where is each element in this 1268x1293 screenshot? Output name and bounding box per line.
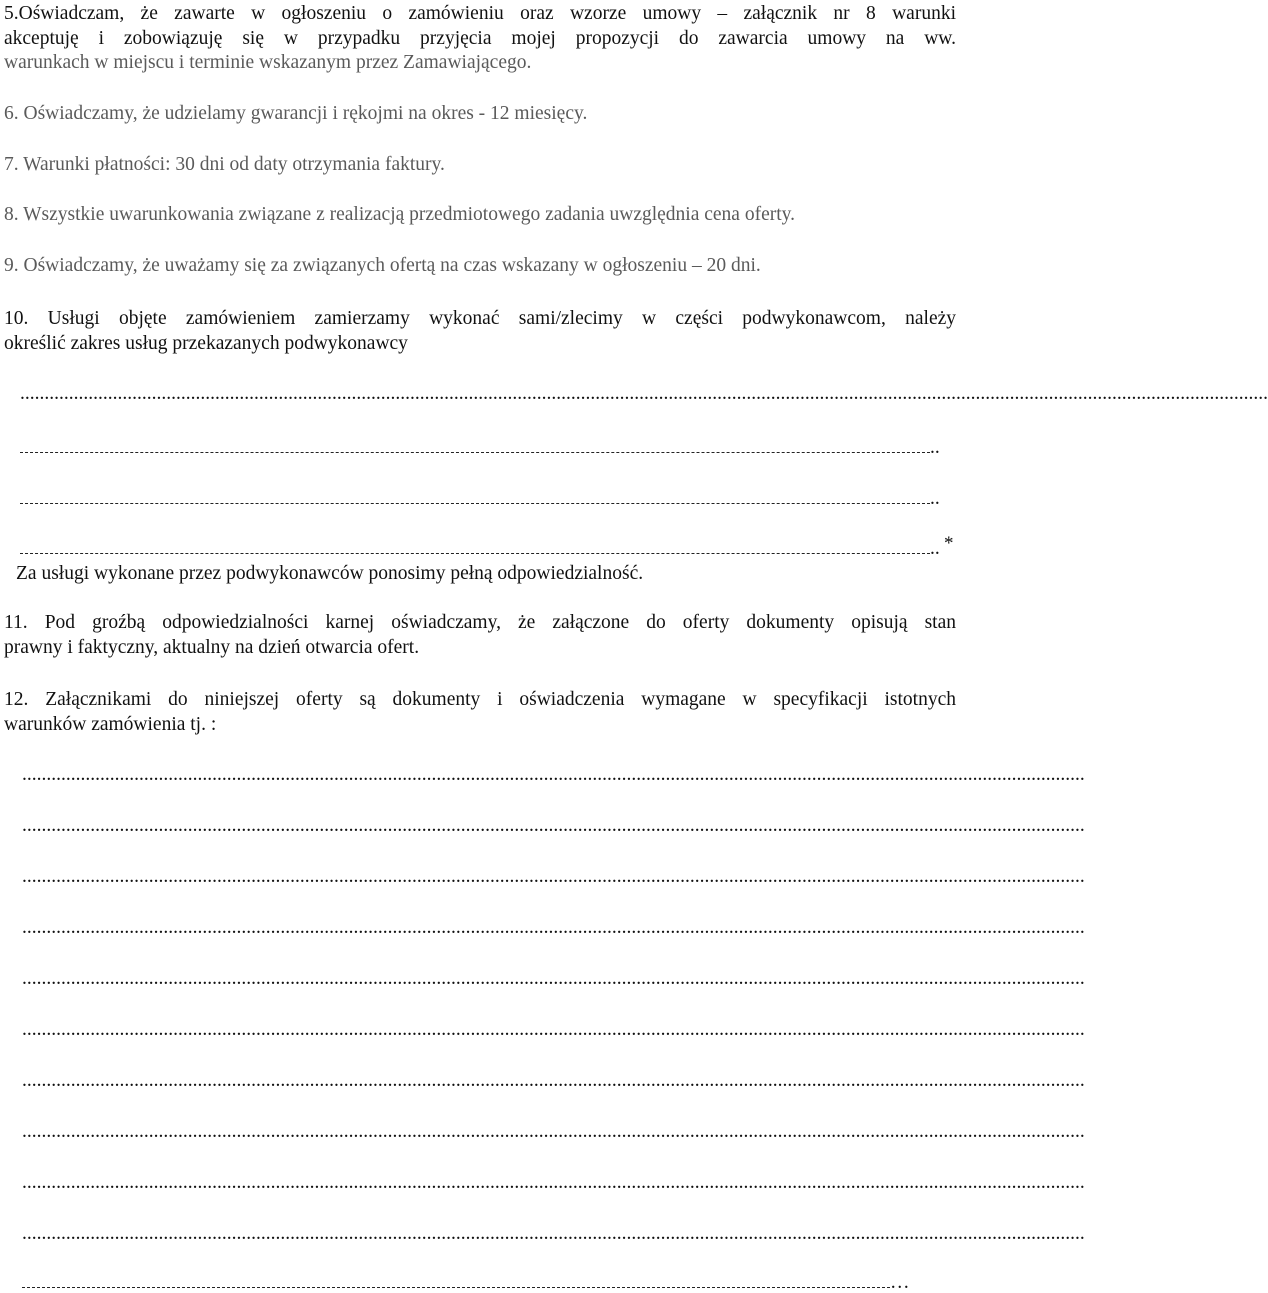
paragraph-5-line-2: akceptuję i zobowiązuję się w przypadku przyjęcia mojej propozycji do zawarcia umowy na ww. [4, 28, 956, 49]
attachment-line-11-end: … [890, 1272, 910, 1293]
subcontractor-responsibility-note: Za usługi wykonane przez podwykonawców ponosimy pełną odpowiedzialność. [16, 563, 644, 584]
attachment-line-9: .......................................................................................................................................................................................................................... [22, 1172, 1085, 1193]
attachment-line-6: .......................................................................................................................................................................................................................... [22, 1019, 1085, 1040]
attachment-line-5: .......................................................................................................................................................................................................................... [22, 968, 1085, 989]
dashed-line-2-end: .. [930, 488, 940, 509]
dashed-line-1-end: .. [930, 437, 940, 458]
paragraph-9: 9. Oświadczamy, że uważamy się za związanych ofertą na czas wskazany w ogłoszeniu – 20 dni. [4, 255, 761, 276]
attachment-line-1: .......................................................................................................................................................................................................................... [22, 764, 1085, 785]
paragraph-11-line-2: prawny i faktyczny, aktualny na dzień otwarcia ofert. [4, 637, 420, 658]
subcontractor-scope-dashed-line-1 [20, 452, 930, 453]
attachment-line-7: .......................................................................................................................................................................................................................... [22, 1070, 1085, 1091]
paragraph-11-line-1: 11. Pod groźbą odpowiedzialności karnej oświadczamy, że załączone do oferty dokumenty opisują stan [4, 612, 956, 633]
paragraph-5-line-3: warunkach w miejscu i terminie wskazanym przez Zamawiającego. [4, 52, 532, 73]
paragraph-10-line-2: określić zakres usług przekazanych podwykonawcy [4, 333, 408, 354]
subcontractor-scope-dashed-line-3 [20, 553, 930, 554]
paragraph-5-line-1: 5.Oświadczam, że zawarte w ogłoszeniu o zamówieniu oraz wzorze umowy – załącznik nr 8 warunki [4, 3, 956, 24]
paragraph-10-line-1: 10. Usługi objęte zamówieniem zamierzamy wykonać sami/zlecimy w części podwykonawcom, należy [4, 308, 956, 329]
subcontractor-scope-dotted-line: ................................................................................................................................................................................................................................................................ [20, 383, 1268, 404]
paragraph-12-line-2: warunków zamówienia tj. : [4, 714, 217, 735]
attachment-line-4: .......................................................................................................................................................................................................................... [22, 917, 1085, 938]
attachment-line-11 [22, 1287, 890, 1288]
subcontractor-scope-dashed-line-2 [20, 503, 930, 504]
attachment-line-8: .......................................................................................................................................................................................................................... [22, 1121, 1085, 1142]
paragraph-8: 8. Wszystkie uwarunkowania związane z realizacją przedmiotowego zadania uwzględnia cena oferty. [4, 204, 795, 225]
attachment-line-10: .......................................................................................................................................................................................................................... [22, 1223, 1085, 1244]
attachment-line-3: .......................................................................................................................................................................................................................... [22, 866, 1085, 887]
dashed-line-3-end: .. [930, 538, 940, 559]
attachment-line-2: .......................................................................................................................................................................................................................... [22, 815, 1085, 836]
footnote-asterisk: * [944, 533, 954, 554]
paragraph-7: 7. Warunki płatności: 30 dni od daty otrzymania faktury. [4, 154, 445, 175]
paragraph-12-line-1: 12. Załącznikami do niniejszej oferty są dokumenty i oświadczenia wymagane w specyfikacji istotnych [4, 689, 956, 710]
paragraph-6: 6. Oświadczamy, że udzielamy gwarancji i rękojmi na okres - 12 miesięcy. [4, 103, 588, 124]
